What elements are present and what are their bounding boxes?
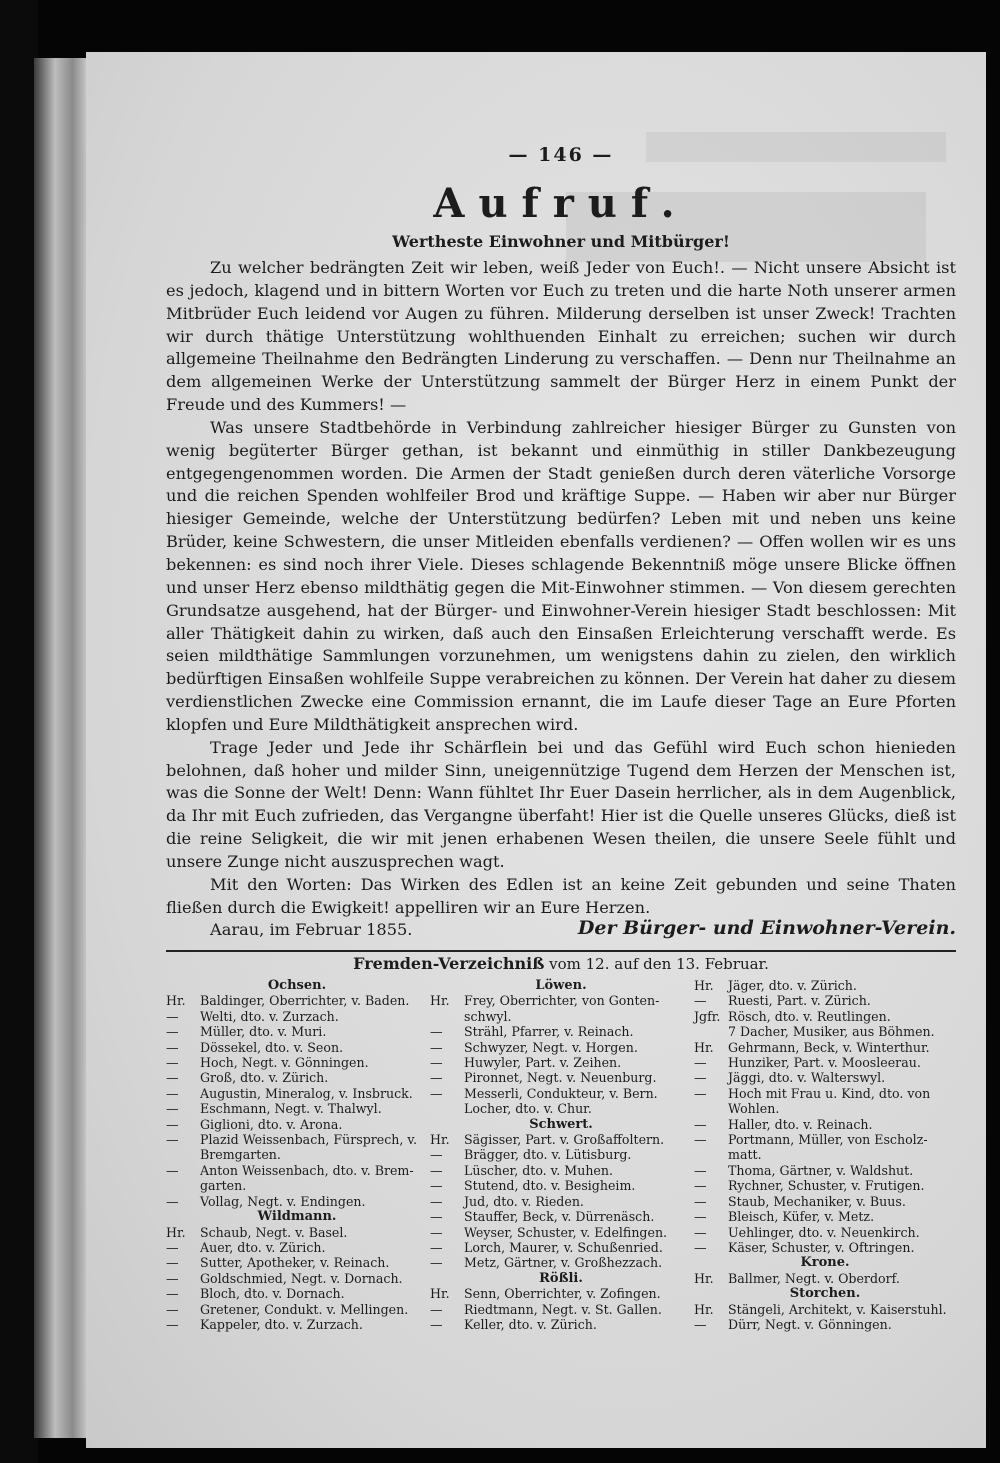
guest-entry: [430, 1055, 692, 1070]
guest-entry: [166, 1040, 428, 1055]
guest-entry: [166, 1317, 428, 1332]
entry-prefix: —: [166, 1055, 179, 1071]
entry-prefix: Hr.: [430, 1286, 450, 1302]
entry-text: Hoch mit Frau u. Kind, dto. von: [728, 1085, 931, 1101]
entry-prefix: —: [430, 1316, 443, 1332]
entry-prefix: —: [430, 1193, 443, 1209]
scan-border: [0, 0, 38, 1463]
entry-text: Giglioni, dto. v. Arona.: [200, 1116, 343, 1132]
entry-prefix: Hr.: [430, 1132, 450, 1148]
entry-prefix: Hr.: [694, 1301, 714, 1317]
entry-prefix: —: [694, 993, 707, 1009]
entry-text: Bremgarten.: [200, 1147, 281, 1163]
guest-entry: [694, 1317, 956, 1332]
guest-entry: [694, 1132, 956, 1147]
entry-text: Jäger, dto. v. Zürich.: [728, 978, 857, 993]
paragraph: Was unsere Stadtbehörde in Verbindung zahlreicher hiesiger Bürger zu Gunsten von wenig begüterter Bürger gethan, ist bekannt und einmüthig in stiller Dankbezeugung entgegengenommen worden. Die Armen der Stadt genießen durch deren väterliche Vorsorge und die reichen Spenden wohlfeiler Brod und kräftige Suppe. — Haben wir aber nur Bürger hiesiger Gemeinde, welche der Unterstützung bedürfen? Leben mit und neben uns keine Brüder, keine Schwestern, die unser Mitleiden ebenfalls verdienen? — Offen wollen wir es uns bekennen: es sind noch ihrer Viele. Dieses schlagende Bekenntniß möge unsere Blicke öffnen und unser Herz ebenso mildthätig gegen die Mit-Einwohner stimmen. — Von diesem gerechten Grundsatze ausgehend, hat der Bürger- und Einwohner-Verein hiesiger Stadt beschlossen: Mit aller Thätigkeit dahin zu wirken, daß auch den Einsaßen Erleichterung verschafft werde. Es seien mildthätige Sammlungen vorzunehmen, um wenigstens dahin zu zielen, den wirklich bedürftigen Einsaßen wohlfeile Suppe verabreichen zu können. Der Verein hat daher zu diesem verdienstlichen Zwecke eine Commission ernannt, die im Laufe dieser Tage an Eure Pforten klopfen und Eure Mildthätigkeit ansprechen wird.: [166, 417, 956, 734]
entry-text: Haller, dto. v. Reinach.: [728, 1116, 873, 1132]
entry-prefix: —: [694, 1162, 707, 1178]
guest-entry: [430, 1163, 692, 1178]
entry-prefix: —: [694, 1209, 707, 1225]
guest-entry: [166, 993, 428, 1008]
entry-text: Gehrmann, Beck, v. Winterthur.: [728, 1039, 930, 1055]
guest-entry: [694, 1024, 956, 1039]
entry-prefix: —: [166, 1070, 179, 1086]
article-body: [166, 257, 956, 942]
guest-entry: [166, 1286, 428, 1301]
entry-prefix: —: [430, 1039, 443, 1055]
entry-text: schwyl.: [464, 1008, 512, 1024]
signature: Der Bürger- und Einwohner-Verein.: [577, 917, 956, 939]
guest-entry: [694, 1147, 956, 1162]
entry-prefix: —: [166, 1024, 179, 1040]
entry-text: Gretener, Condukt. v. Mellingen.: [200, 1301, 409, 1317]
entry-text: Stutend, dto. v. Besigheim.: [464, 1178, 636, 1194]
entry-prefix: —: [694, 1070, 707, 1086]
entry-text: Riedtmann, Negt. v. St. Gallen.: [464, 1301, 662, 1317]
entry-text: Vollag, Negt. v. Endingen.: [200, 1193, 366, 1209]
entry-text: Auer, dto. v. Zürich.: [200, 1239, 326, 1255]
entry-prefix: —: [694, 1132, 707, 1148]
hotel-section-heading: Schwert.: [529, 1116, 593, 1132]
guest-entry: [694, 1240, 956, 1255]
entry-text: Groß, dto. v. Zürich.: [200, 1070, 329, 1086]
guest-entry: [694, 1178, 956, 1193]
register-column: [166, 978, 428, 1332]
entry-text: Bloch, dto. v. Dornach.: [200, 1286, 345, 1302]
guest-entry: [430, 1209, 692, 1224]
entry-text: Uehlinger, dto. v. Neuenkirch.: [728, 1224, 920, 1240]
guest-entry: [166, 1255, 428, 1270]
entry-text: Jud, dto. v. Rieden.: [464, 1193, 584, 1209]
guest-entry: [430, 1317, 692, 1332]
register-title: Fremden-Verzeichniß: [353, 954, 545, 973]
guest-entry: [430, 1240, 692, 1255]
guest-entry: [430, 1040, 692, 1055]
entry-prefix: —: [694, 1316, 707, 1332]
guest-entry: [166, 1132, 428, 1147]
guest-entry: [694, 1163, 956, 1178]
entry-text: Goldschmied, Negt. v. Dornach.: [200, 1270, 403, 1286]
entry-text: Käser, Schuster, v. Oftringen.: [728, 1239, 915, 1255]
entry-prefix: —: [166, 1270, 179, 1286]
guest-entry: [166, 1302, 428, 1317]
guest-entry: [166, 1178, 428, 1193]
guest-entry: [694, 1117, 956, 1132]
entry-text: Augustin, Mineralog, v. Insbruck.: [200, 1085, 413, 1101]
entry-text: Metz, Gärtner, v. Großhezzach.: [464, 1255, 663, 1271]
entry-text: Hunziker, Part. v. Moosleerau.: [728, 1055, 921, 1071]
entry-prefix: Hr.: [166, 1224, 186, 1240]
entry-text: garten.: [200, 1178, 247, 1194]
entry-text: Keller, dto. v. Zürich.: [464, 1316, 597, 1332]
entry-text: matt.: [728, 1147, 762, 1163]
entry-text: Senn, Oberrichter, v. Zofingen.: [464, 1286, 661, 1302]
guest-entry: [430, 1255, 692, 1270]
entry-text: Weyser, Schuster, v. Edelfingen.: [464, 1224, 668, 1240]
entry-prefix: —: [430, 1055, 443, 1071]
entry-prefix: —: [694, 1055, 707, 1071]
entry-text: Rychner, Schuster, v. Frutigen.: [728, 1178, 925, 1194]
entry-prefix: —: [166, 1301, 179, 1317]
entry-text: Baldinger, Oberrichter, v. Baden.: [200, 993, 410, 1009]
salutation: Wertheste Einwohner und Mitbürger!: [392, 232, 730, 251]
entry-prefix: —: [166, 1085, 179, 1101]
guest-entry: [430, 1070, 692, 1085]
guest-entry: [694, 1070, 956, 1085]
entry-text: 7 Dacher, Musiker, aus Böhmen.: [728, 1024, 935, 1040]
hotel-section-heading: Löwen.: [535, 978, 587, 993]
entry-prefix: —: [166, 1193, 179, 1209]
guest-entry: [430, 1286, 692, 1301]
hotel-section-heading: Wildmann.: [257, 1209, 337, 1225]
entry-prefix: —: [694, 1239, 707, 1255]
guest-entry: [694, 1302, 956, 1317]
entry-text: Pironnet, Negt. v. Neuenburg.: [464, 1070, 657, 1086]
entry-prefix: —: [694, 1224, 707, 1240]
guest-entry: [166, 1147, 428, 1162]
entry-prefix: Hr.: [166, 993, 186, 1009]
guest-entry: [430, 1132, 692, 1147]
entry-prefix: —: [430, 1162, 443, 1178]
entry-prefix: —: [430, 1147, 443, 1163]
entry-prefix: Hr.: [694, 1039, 714, 1055]
page-number: — 146 —: [508, 144, 614, 166]
entry-text: Wohlen.: [728, 1101, 780, 1117]
entry-prefix: Hr.: [430, 993, 450, 1009]
guest-entry: [430, 1086, 692, 1101]
entry-text: Lorch, Maurer, v. Schußenried.: [464, 1239, 663, 1255]
entry-text: Hoch, Negt. v. Gönningen.: [200, 1055, 369, 1071]
entry-prefix: —: [694, 1116, 707, 1132]
entry-prefix: —: [430, 1085, 443, 1101]
guest-entry: [694, 1040, 956, 1055]
divider-rule: [166, 950, 956, 952]
guest-entry: [694, 1194, 956, 1209]
guest-entry: [166, 1024, 428, 1039]
entry-prefix: —: [430, 1224, 443, 1240]
entry-prefix: —: [166, 1039, 179, 1055]
entry-text: Müller, dto. v. Muri.: [200, 1024, 327, 1040]
entry-prefix: —: [430, 1209, 443, 1225]
guest-entry: [430, 1009, 692, 1024]
guest-entry: [694, 1271, 956, 1286]
entry-prefix: —: [694, 1178, 707, 1194]
entry-prefix: —: [166, 1008, 179, 1024]
guest-entry: [694, 1101, 956, 1116]
guest-entry: [166, 1240, 428, 1255]
guest-entry: [694, 1086, 956, 1101]
entry-text: Plazid Weissenbach, Fürsprech, v.: [200, 1132, 418, 1148]
entry-text: Rösch, dto. v. Reutlingen.: [728, 1008, 891, 1024]
dateline: Aarau, im Februar 1855.: [210, 920, 413, 940]
entry-prefix: Jgfr.: [694, 1008, 721, 1024]
entry-prefix: —: [430, 1024, 443, 1040]
guest-entry: [166, 1271, 428, 1286]
entry-text: Stängeli, Architekt, v. Kaiserstuhl.: [728, 1301, 947, 1317]
guest-entry: [166, 1086, 428, 1101]
guest-entry: [166, 1225, 428, 1240]
entry-prefix: —: [166, 1239, 179, 1255]
entry-text: Ruesti, Part. v. Zürich.: [728, 993, 871, 1009]
guest-entry: [430, 1101, 692, 1116]
newspaper-page: [86, 52, 986, 1448]
register-column: [430, 978, 692, 1332]
entry-text: Thoma, Gärtner, v. Waldshut.: [728, 1162, 914, 1178]
entry-text: Strähl, Pfarrer, v. Reinach.: [464, 1024, 634, 1040]
hotel-section-heading: Ochsen.: [267, 978, 327, 993]
entry-prefix: —: [430, 1255, 443, 1271]
guest-entry: [430, 1147, 692, 1162]
entry-prefix: Hr.: [694, 1270, 714, 1286]
register-column: [694, 978, 956, 1332]
guest-entry: [166, 1009, 428, 1024]
entry-text: Dössekel, dto. v. Seon.: [200, 1039, 344, 1055]
entry-text: Anton Weissenbach, dto. v. Brem-: [200, 1162, 414, 1178]
page-title: Aufruf.: [433, 180, 689, 227]
entry-text: Messerli, Condukteur, v. Bern.: [464, 1085, 658, 1101]
entry-text: Huwyler, Part. v. Zeihen.: [464, 1055, 622, 1071]
entry-prefix: Hr.: [694, 978, 714, 993]
guest-entry: [694, 978, 956, 993]
entry-text: Sutter, Apotheker, v. Reinach.: [200, 1255, 390, 1271]
guest-entry: [166, 1163, 428, 1178]
entry-text: Ballmer, Negt. v. Oberdorf.: [728, 1270, 900, 1286]
entry-text: Schaub, Negt. v. Basel.: [200, 1224, 348, 1240]
entry-prefix: —: [166, 1286, 179, 1302]
entry-text: Portmann, Müller, von Escholz-: [728, 1132, 928, 1148]
entry-text: Dürr, Negt. v. Gönningen.: [728, 1316, 892, 1332]
guest-entry: [166, 1101, 428, 1116]
entry-prefix: —: [694, 1085, 707, 1101]
guest-entry: [430, 1225, 692, 1240]
entry-text: Staub, Mechaniker, v. Buus.: [728, 1193, 906, 1209]
entry-text: Stauffer, Beck, v. Dürrenäsch.: [464, 1209, 655, 1225]
entry-text: Schwyzer, Negt. v. Horgen.: [464, 1039, 638, 1055]
entry-text: Sägisser, Part. v. Großaffoltern.: [464, 1132, 665, 1148]
hotel-section-heading: Krone.: [800, 1255, 850, 1271]
entry-prefix: —: [430, 1178, 443, 1194]
guest-entry: [694, 993, 956, 1008]
register-heading: [166, 954, 956, 973]
entry-text: Kappeler, dto. v. Zurzach.: [200, 1316, 363, 1332]
guest-entry: [166, 1117, 428, 1132]
entry-text: Brägger, dto. v. Lütisburg.: [464, 1147, 632, 1163]
entry-prefix: —: [430, 1301, 443, 1317]
hotel-section-heading: Rößli.: [539, 1270, 583, 1286]
guest-entry: [166, 1070, 428, 1085]
entry-prefix: —: [166, 1116, 179, 1132]
entry-text: Locher, dto. v. Chur.: [464, 1101, 592, 1117]
guest-entry: [430, 1194, 692, 1209]
entry-prefix: —: [166, 1101, 179, 1117]
guest-entry: [166, 1194, 428, 1209]
entry-prefix: —: [694, 1193, 707, 1209]
hotel-section-heading: Storchen.: [789, 1286, 861, 1302]
entry-prefix: —: [166, 1255, 179, 1271]
guest-entry: [694, 1009, 956, 1024]
register-subtitle: vom 12. auf den 13. Februar.: [549, 955, 769, 973]
entry-prefix: —: [166, 1162, 179, 1178]
entry-prefix: —: [166, 1132, 179, 1148]
entry-prefix: —: [166, 1316, 179, 1332]
entry-text: Bleisch, Küfer, v. Metz.: [728, 1209, 875, 1225]
guest-entry: [430, 1178, 692, 1193]
guest-entry: [430, 1302, 692, 1317]
guest-entry: [430, 993, 692, 1008]
entry-text: Lüscher, dto. v. Muhen.: [464, 1162, 613, 1178]
paragraph: Zu welcher bedrängten Zeit wir leben, weiß Jeder von Euch!. — Nicht unsere Absicht ist es jedoch, klagend und in bittern Worten vor Euch zu treten und die harte Noth unserer armen Mitbrüder Euch leidend vor Augen zu führen. Milderung derselben ist unser Zweck! Trachten wir durch thätige Unterstützung wohlthuenden Einhalt zu erreichen; suchen wir durch allgemeine Theilnahme den Bedrängten Linderung zu verschaffen. — Denn nur Theilnahme an dem allgemeinen Werke der Unterstützung sammelt der Bürger Herz in einem Punkt der Freude und des Kummers! —: [166, 258, 956, 415]
entry-text: Jäggi, dto. v. Walterswyl.: [728, 1070, 886, 1086]
paragraph: Mit den Worten: Das Wirken des Edlen ist an keine Zeit gebunden und seine Thaten fließen durch die Ewigkeit! appelliren wir an Eure Herzen.: [166, 874, 956, 917]
guest-entry: [430, 1024, 692, 1039]
entry-prefix: —: [430, 1239, 443, 1255]
entry-text: Frey, Oberrichter, von Gonten-: [464, 993, 660, 1009]
guest-entry: [694, 1209, 956, 1224]
entry-prefix: —: [430, 1070, 443, 1086]
guest-entry: [694, 1225, 956, 1240]
entry-text: Eschmann, Negt. v. Thalwyl.: [200, 1101, 382, 1117]
guest-entry: [166, 1055, 428, 1070]
paragraph: Trage Jeder und Jede ihr Schärflein bei und das Gefühl wird Euch schon hienieden belohnen, daß hoher und milder Sinn, uneigennützige Tugend dem Herzen der Menschen ist, was die Sonne der Welt! Denn: Wann fühltet Ihr Euer Dasein herrlicher, als in dem Augenblick, da Ihr mit Euch zufrieden, das Vergangne überfaht! Hier ist die Quelle unseres Glücks, dieß ist die reine Seligkeit, die wir mit jenen erhabenen Wesen theilen, die unsere Seele fühlt und unsere Zunge nicht auszusprechen wagt.: [166, 737, 956, 871]
entry-text: Welti, dto. v. Zurzach.: [200, 1008, 339, 1024]
guest-entry: [694, 1055, 956, 1070]
